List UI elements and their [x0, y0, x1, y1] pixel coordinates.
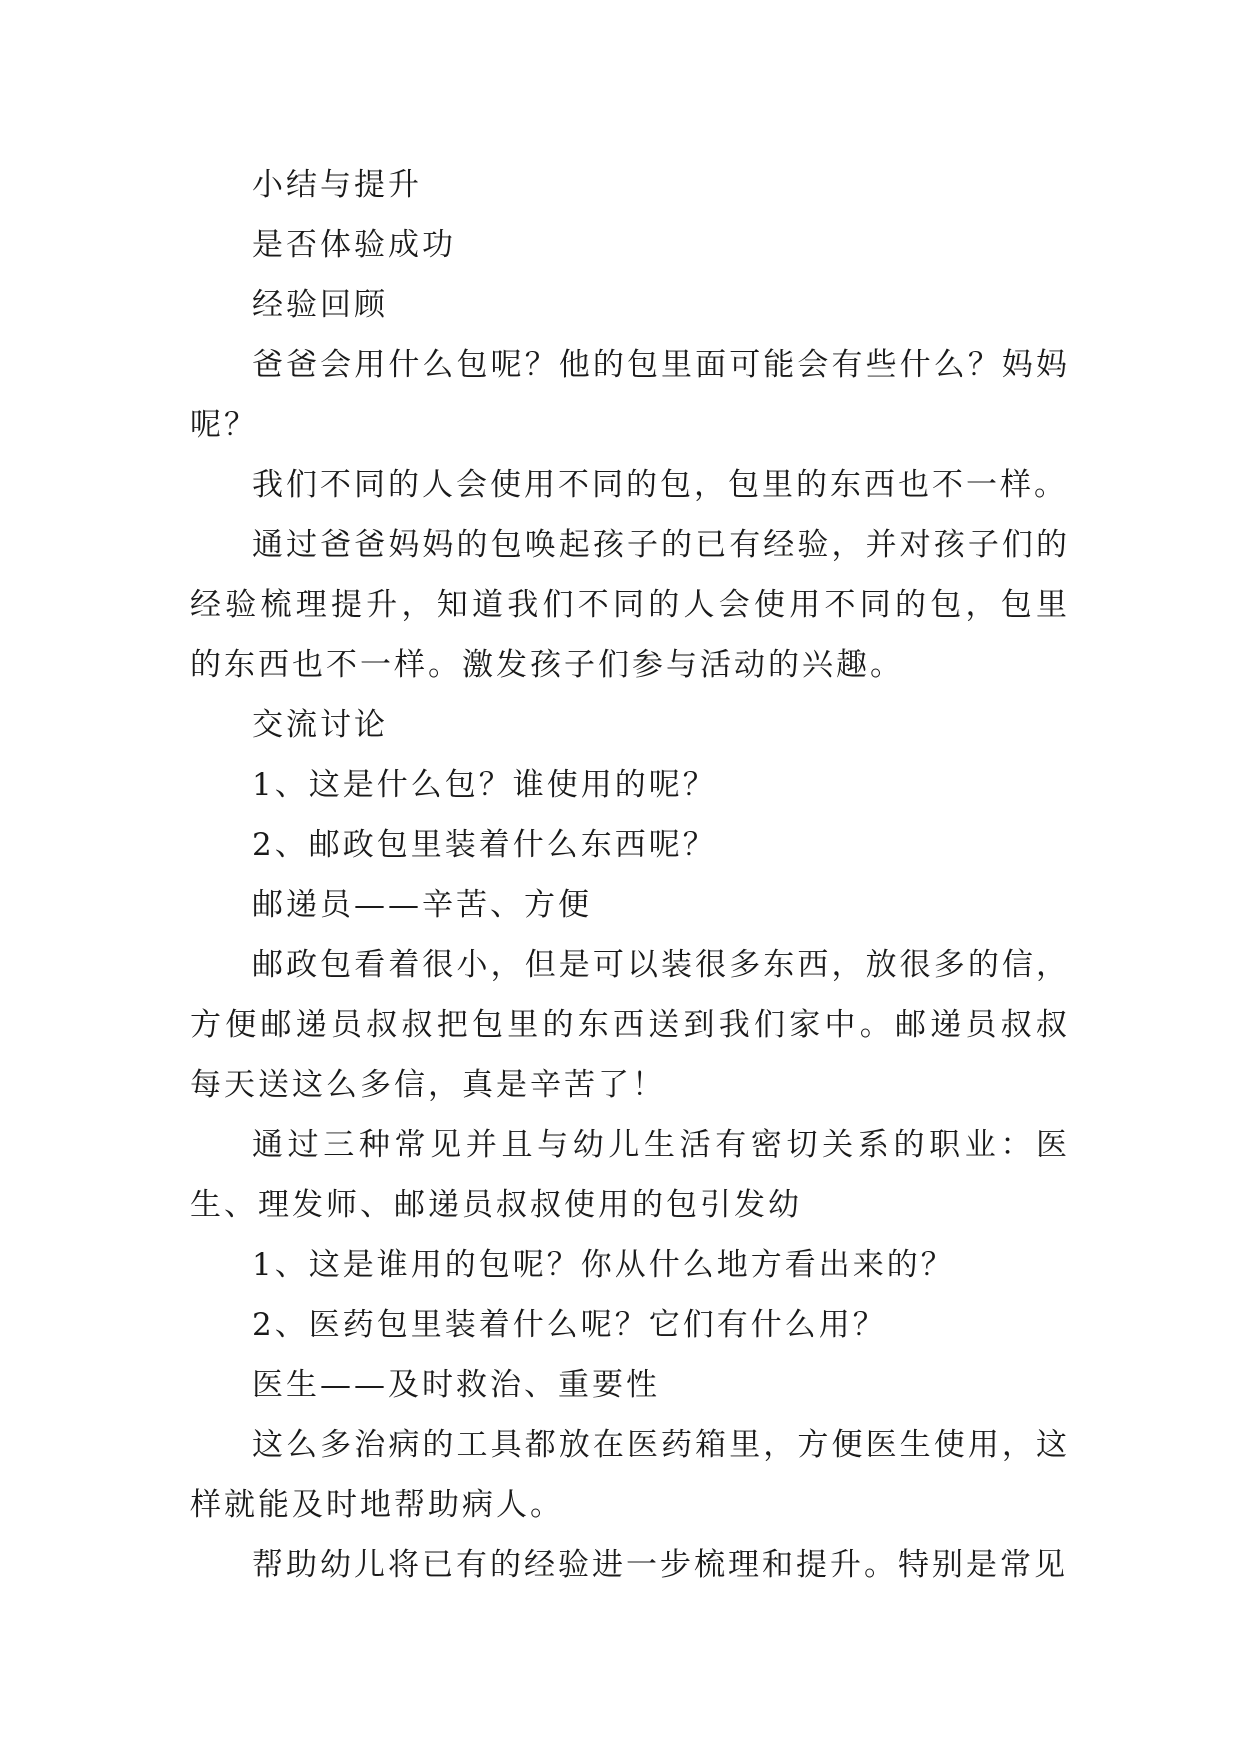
paragraph: 通过三种常见并且与幼儿生活有密切关系的职业：医生、理发师、邮递员叔叔使用的包引发幼	[190, 1127, 1070, 1223]
paragraph: 通过爸爸妈妈的包唤起孩子的已有经验，并对孩子们的经验梳理提升，知道我们不同的人会使用不同的包，包里的东西也不一样。激发孩子们参与活动的兴趣。	[190, 527, 1070, 683]
document-body	[190, 155, 1070, 1595]
paragraph: 爸爸会用什么包呢？他的包里面可能会有些什么？妈妈呢？	[190, 347, 1070, 443]
subheading-postman: 邮递员——辛苦、方便	[252, 887, 592, 923]
list-item: 1、这是什么包？谁使用的呢？	[252, 767, 717, 803]
section-heading-discussion: 交流讨论	[252, 707, 388, 743]
paragraph: 邮政包看着很小，但是可以装很多东西，放很多的信，方便邮递员叔叔把包里的东西送到我们家中。邮递员叔叔每天送这么多信，真是辛苦了！	[190, 947, 1070, 1103]
subheading-doctor: 医生——及时救治、重要性	[252, 1367, 660, 1403]
list-item: 1、这是谁用的包呢？你从什么地方看出来的？	[252, 1247, 955, 1283]
paragraph: 我们不同的人会使用不同的包，包里的东西也不一样。	[252, 467, 1068, 503]
paragraph: 这么多治病的工具都放在医药箱里，方便医生使用，这样就能及时地帮助病人。	[190, 1427, 1070, 1523]
section-heading-summary: 小结与提升	[252, 167, 422, 203]
paragraph: 帮助幼儿将已有的经验进一步梳理和提升。特别是常见	[252, 1547, 1068, 1583]
section-heading-review: 经验回顾	[252, 287, 388, 323]
paragraph: 是否体验成功	[252, 227, 456, 263]
list-item: 2、医药包里装着什么呢？它们有什么用？	[252, 1307, 887, 1343]
list-item: 2、邮政包里装着什么东西呢？	[252, 827, 717, 863]
